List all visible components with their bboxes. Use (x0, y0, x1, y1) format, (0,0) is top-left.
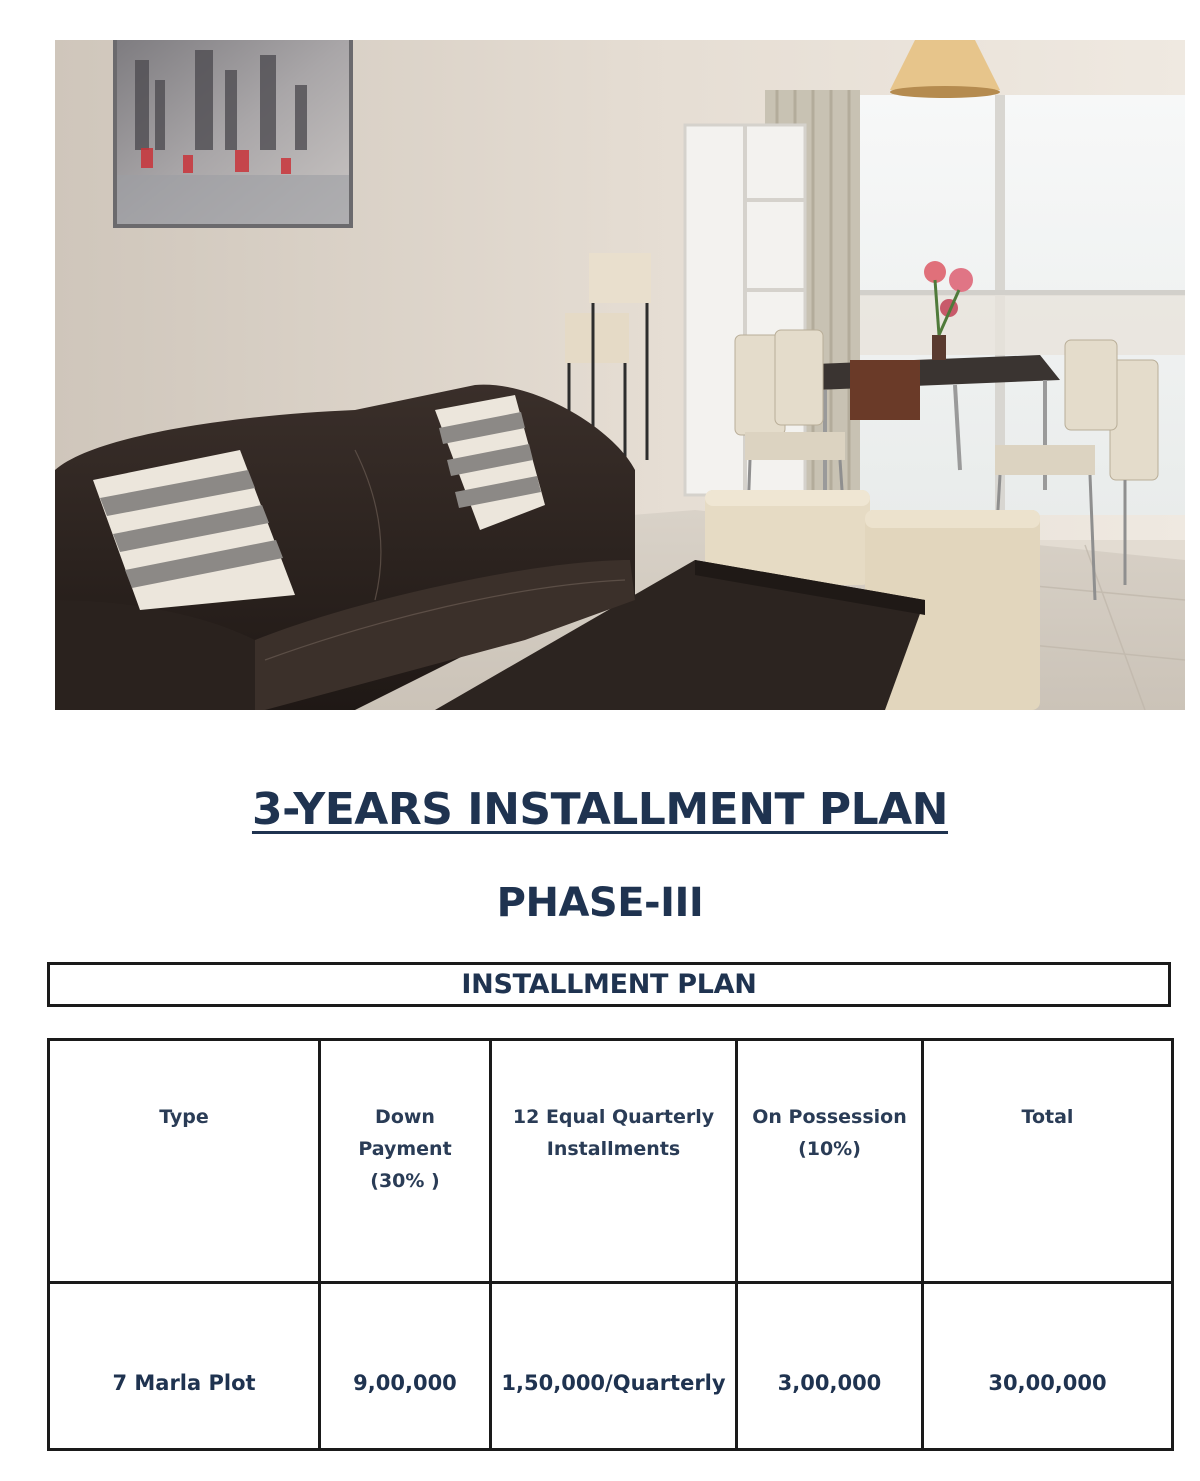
table-header-row (49, 1040, 1173, 1283)
page-title-text: 3-YEARS INSTALLMENT PLAN (251, 784, 949, 835)
header-quarterly-installments: 12 Equal Quarterly Installments (491, 1040, 737, 1283)
phase-title: PHASE-III (496, 880, 704, 926)
header-down-payment: Down Payment (30% ) (320, 1040, 491, 1283)
cell-on-possession: 3,00,000 (737, 1283, 923, 1450)
cell-total: 30,00,000 (923, 1283, 1173, 1450)
living-room-photo (55, 40, 1185, 710)
header-total: Total (923, 1040, 1173, 1283)
cell-quarterly-installment: 1,50,000/Quarterly (491, 1283, 737, 1450)
installment-plan-table (47, 1038, 1174, 1451)
table-row (49, 1283, 1173, 1450)
installment-plan-header: INSTALLMENT PLAN (47, 962, 1171, 1007)
header-on-possession: On Possession (10%) (737, 1040, 923, 1283)
page-title (0, 784, 1200, 835)
cell-type: 7 Marla Plot (49, 1283, 320, 1450)
header-type: Type (49, 1040, 320, 1283)
cell-down-payment: 9,00,000 (320, 1283, 491, 1450)
